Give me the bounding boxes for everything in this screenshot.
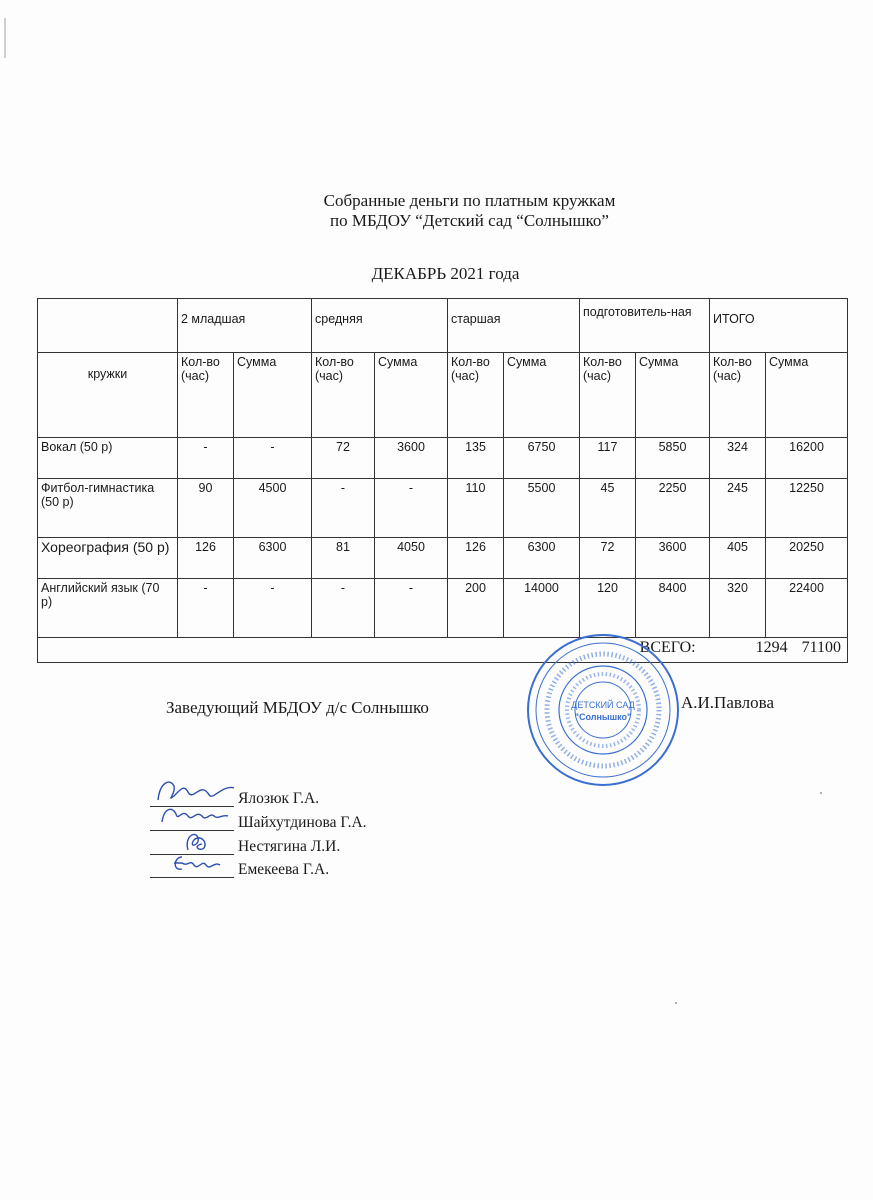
- table-cell: 8400: [636, 579, 710, 638]
- table-cell: -: [375, 479, 448, 538]
- table-row: [38, 579, 848, 638]
- table-cell: 405: [710, 538, 766, 579]
- handwritten-signature: [148, 845, 238, 881]
- row-header-label: кружки: [38, 353, 178, 438]
- column-header: Сумма: [234, 353, 312, 438]
- group-header: средняя: [312, 299, 448, 353]
- club-name: Хореография (50 р): [38, 538, 178, 579]
- table-row: [38, 538, 848, 579]
- table-cell: -: [178, 438, 234, 479]
- club-name: Фитбол-гимнастика (50 р): [38, 479, 178, 538]
- scan-speck: [820, 792, 822, 794]
- official-stamp: [525, 632, 681, 788]
- document-title-line1: Собранные деньги по платным кружкам: [323, 191, 616, 210]
- column-header: Кол-во (час): [580, 353, 636, 438]
- table-subheader-row: [38, 353, 848, 438]
- table-cell: -: [375, 579, 448, 638]
- table-row: [38, 479, 848, 538]
- table-cell: 3600: [375, 438, 448, 479]
- table-cell: -: [234, 438, 312, 479]
- column-header: Кол-во (час): [312, 353, 375, 438]
- club-name: Вокал (50 р): [38, 438, 178, 479]
- total-sum: 71100: [801, 639, 842, 656]
- group-header: подготовитель-ная: [580, 299, 710, 353]
- table-cell: 2250: [636, 479, 710, 538]
- table-cell: 72: [580, 538, 636, 579]
- table-cell: -: [312, 479, 375, 538]
- table-cell: 16200: [766, 438, 848, 479]
- table-row: [38, 438, 848, 479]
- table-cell: 120: [580, 579, 636, 638]
- table-cell: 245: [710, 479, 766, 538]
- column-header: Кол-во (час): [448, 353, 504, 438]
- table-cell: 110: [448, 479, 504, 538]
- stamp-line2: "Солнышко": [574, 712, 632, 722]
- table-cell: 135: [448, 438, 504, 479]
- table-cell: 6300: [504, 538, 580, 579]
- table-cell: 6750: [504, 438, 580, 479]
- scan-speck: [675, 1002, 677, 1004]
- column-header: Кол-во (час): [178, 353, 234, 438]
- table-cell: 90: [178, 479, 234, 538]
- table-cell: 6300: [234, 538, 312, 579]
- club-name: Английский язык (70 р): [38, 579, 178, 638]
- table-cell: 22400: [766, 579, 848, 638]
- document-period: ДЕКАБРЬ 2021 года: [371, 264, 520, 283]
- table-cell: -: [234, 579, 312, 638]
- table-cell: 200: [448, 579, 504, 638]
- head-position: Заведующий МБДОУ д/с Солнышко: [166, 698, 429, 717]
- total-cell: [38, 638, 848, 663]
- table-cell: 4050: [375, 538, 448, 579]
- table-cell: 324: [710, 438, 766, 479]
- table-cell: -: [312, 579, 375, 638]
- table-cell: 12250: [766, 479, 848, 538]
- column-header: Сумма: [375, 353, 448, 438]
- total-label: ВСЕГО:: [639, 639, 696, 656]
- column-header: Сумма: [504, 353, 580, 438]
- column-header: Сумма: [636, 353, 710, 438]
- table-cell: 20250: [766, 538, 848, 579]
- table-cell: 72: [312, 438, 375, 479]
- table-corner-cell: [38, 299, 178, 353]
- table-total-row: [38, 638, 848, 663]
- staff-name: Нестягина Л.И.: [238, 838, 341, 855]
- group-header: ИТОГО: [710, 299, 848, 353]
- column-header: Кол-во (час): [710, 353, 766, 438]
- table-cell: 81: [312, 538, 375, 579]
- table-cell: 5850: [636, 438, 710, 479]
- table-cell: 126: [178, 538, 234, 579]
- stamp-line1: ДЕТСКИЙ САД: [571, 700, 635, 710]
- table-cell: 45: [580, 479, 636, 538]
- fees-table: [37, 298, 848, 663]
- table-cell: -: [178, 579, 234, 638]
- table-group-header-row: [38, 299, 848, 353]
- table-cell: 3600: [636, 538, 710, 579]
- head-name: А.И.Павлова: [681, 693, 775, 712]
- scan-edge: [4, 18, 6, 58]
- group-header: старшая: [448, 299, 580, 353]
- table-cell: 14000: [504, 579, 580, 638]
- document-title-line2: по МБДОУ “Детский сад “Солнышко”: [330, 211, 609, 230]
- table-cell: 4500: [234, 479, 312, 538]
- signature-line: [150, 877, 234, 878]
- table-cell: 126: [448, 538, 504, 579]
- group-header: 2 младшая: [178, 299, 312, 353]
- table-cell: 320: [710, 579, 766, 638]
- total-quantity: 1294: [755, 639, 788, 656]
- staff-name: Шайхутдинова Г.А.: [238, 814, 367, 831]
- table-cell: 5500: [504, 479, 580, 538]
- table-cell: 117: [580, 438, 636, 479]
- staff-name: Емекеева Г.А.: [238, 861, 330, 878]
- staff-name: Ялозюк Г.А.: [238, 790, 320, 807]
- column-header: Сумма: [766, 353, 848, 438]
